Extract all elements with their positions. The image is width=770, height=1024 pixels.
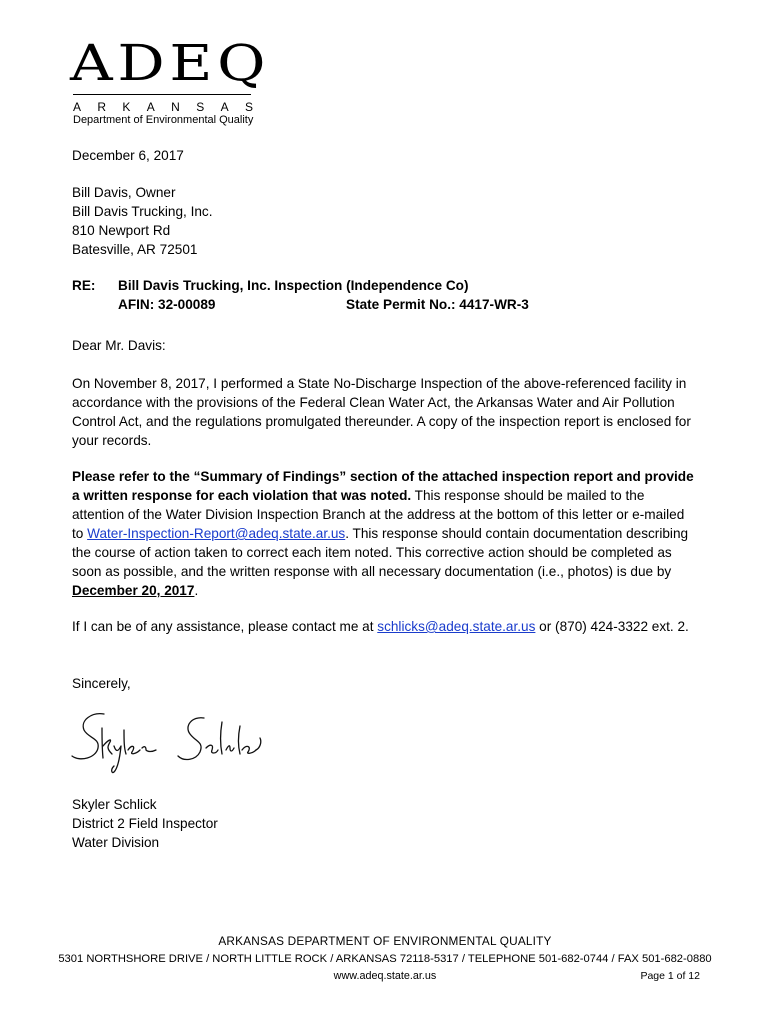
paragraph-findings: Please refer to the “Summary of Findings” section of the attached inspection report and provide a written response for each violation that was noted. This response should be mailed to the attention of the Water Division Inspection Branch at the address at the bottom of this letter or e-mailed to Water-Inspection-Report@adeq.state.ar.us. This response should contain documentation describing the course of action taken to correct each item noted. This corrective action should be completed as soon as possible, and the written response with all necessary documentation (i.e., photos) is due by December 20, 2017. [72, 469, 694, 598]
footer-address: 5301 NORTHSHORE DRIVE / NORTH LITTLE ROCK / ARKANSAS 72118-5317 / TELEPHONE 501-682-0744 / FAX 501-682-0880 [58, 953, 712, 965]
recipient-line: 810 Newport Rd [72, 223, 171, 238]
signature-image [66, 708, 276, 776]
inspector-email-link[interactable]: schlicks@adeq.state.ar.us [377, 619, 536, 634]
re-subject: Bill Davis Trucking, Inc. Inspection (Independence Co) [118, 278, 469, 293]
re-afin: AFIN: 32-00089 [118, 297, 216, 312]
closing: Sincerely, [72, 676, 131, 691]
logo-state-name: A R K A N S A S [73, 100, 253, 114]
inspection-report-email-link[interactable]: Water-Inspection-Report@adeq.state.ar.us [87, 526, 346, 541]
recipient-address [72, 183, 213, 259]
recipient-line: Bill Davis, Owner [72, 185, 176, 200]
paragraph-inspection: On November 8, 2017, I performed a State No-Discharge Inspection of the above-referenced facility in accordance with the provisions of the Federal Clean Water Act, the Arkansas Water and Air Pollution Control Act, and the regulations promulgated thereunder. A copy of the inspection report is enclosed for your records. [72, 376, 691, 448]
page-number: Page 1 of 12 [640, 970, 700, 982]
recipient-line: Bill Davis Trucking, Inc. [72, 204, 213, 219]
letter-date: December 6, 2017 [72, 148, 184, 163]
findings-emphasis: Please refer to the “Summary of Findings” section of the attached inspection report and provide a written response for each violation that was noted. [72, 469, 694, 503]
salutation: Dear Mr. Davis: [72, 338, 166, 353]
signer-title: District 2 Field Inspector [72, 816, 218, 831]
department-name: Department of Environmental Quality [73, 114, 254, 126]
due-date: December 20, 2017 [72, 583, 195, 598]
paragraph-contact: If I can be of any assistance, please contact me at schlicks@adeq.state.ar.us or (870) 424-3322 ext. 2. [72, 619, 689, 634]
re-permit: State Permit No.: 4417-WR-3 [346, 297, 529, 312]
re-label: RE: [72, 278, 96, 293]
footer-organization: ARKANSAS DEPARTMENT OF ENVIRONMENTAL QUALITY [218, 934, 552, 948]
signer-division: Water Division [72, 835, 160, 850]
footer-website: www.adeq.state.ar.us [333, 970, 437, 982]
recipient-line: Batesville, AR 72501 [72, 242, 198, 257]
adeq-logo: ADEQ [70, 34, 271, 92]
logo-divider [73, 94, 251, 95]
signer-name: Skyler Schlick [72, 797, 157, 812]
signer-block [72, 795, 218, 852]
